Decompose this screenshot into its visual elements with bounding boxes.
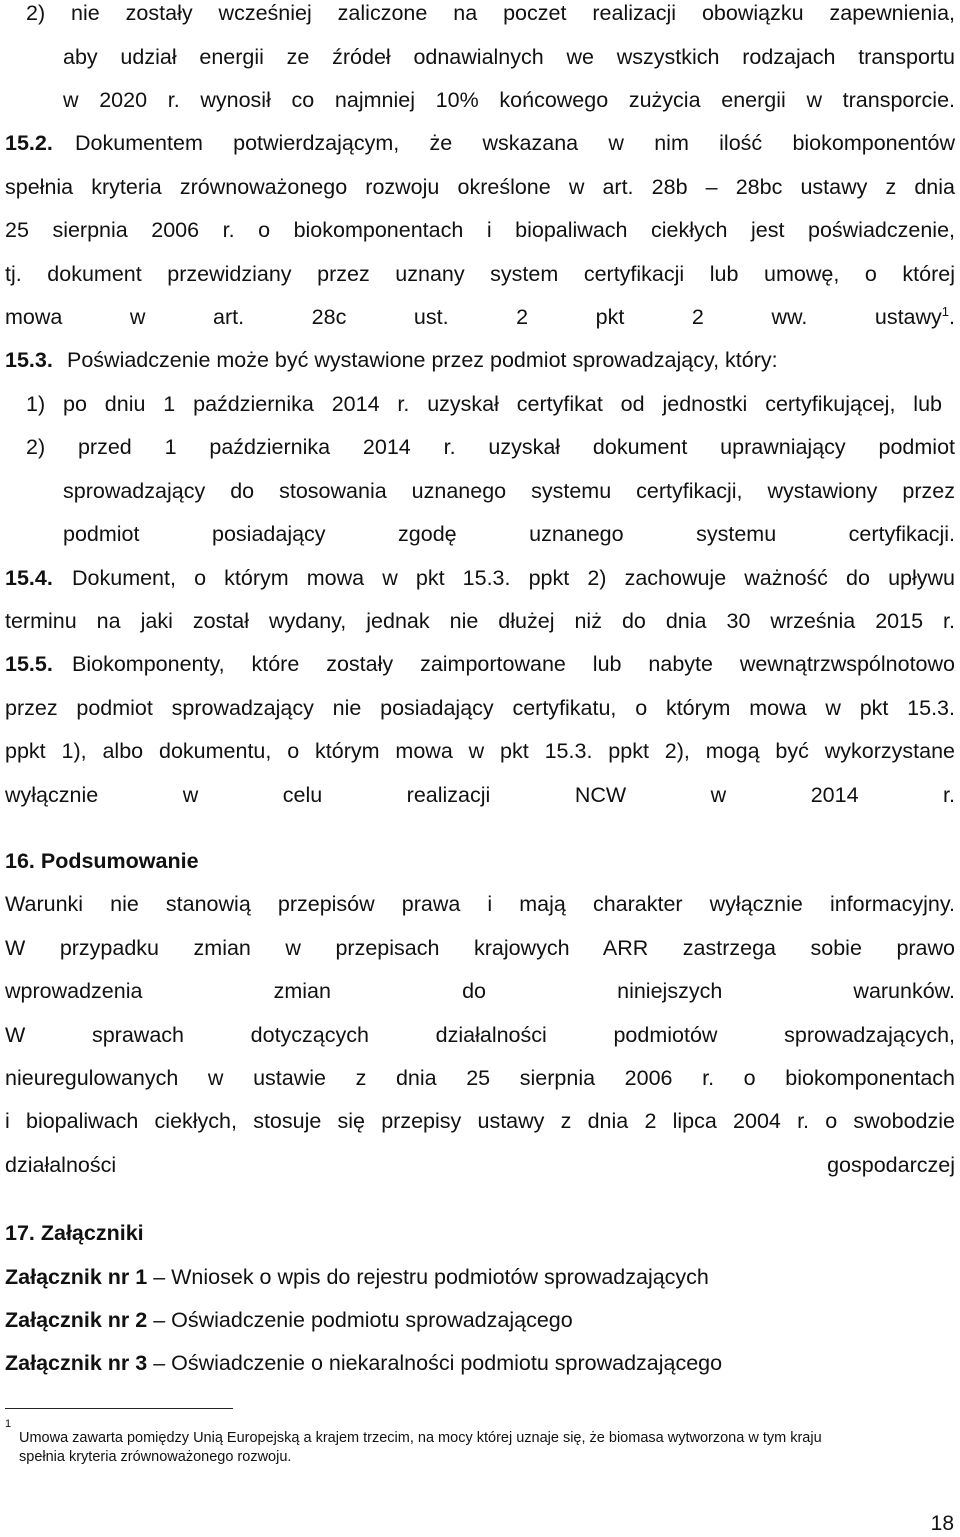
page-number: 18 <box>930 1512 954 1535</box>
text-line: Dokument, o którym mowa w pkt 15.3. ppkt 2) zachowuje ważność do upływu <box>72 566 955 590</box>
attachment-label: Załącznik nr 3 <box>5 1351 148 1375</box>
text-line: nieuregulowanych w ustawie z dnia 25 sierpnia 2006 r. o biokomponentach <box>5 1066 955 1090</box>
point-number <box>5 347 53 373</box>
text-line: przez podmiot sprowadzający nie posiadający certyfikatu, o którym mowa w pkt 15.3. <box>5 696 955 720</box>
text-line: Biokomponenty, które zostały zaimportowane lub nabyte wewnątrzwspólnotowo <box>72 652 955 676</box>
point-number-15-4: 15.4. <box>5 566 53 590</box>
text-line: Warunki nie stanowią przepisów prawa i mają charakter wyłącznie informacyjny. <box>5 892 955 916</box>
attachment-title: Wniosek o wpis do rejestru podmiotów sprowadzających <box>171 1265 709 1289</box>
text-line: 2) nie zostały wcześniej zaliczone na poczet realizacji obowiązku zapewnienia, <box>26 1 955 25</box>
point-number-15-3: 15.3. <box>5 348 53 372</box>
attachment-title: Oświadczenie podmiotu sprowadzającego <box>171 1308 573 1332</box>
attachment-label: Załącznik nr 2 <box>5 1308 148 1332</box>
text-line: Poświadczenie może być wystawione przez podmiot sprowadzający, który: <box>67 348 778 372</box>
text-line: sprowadzający do stosowania uznanego systemu certyfikacji, wystawiony przez <box>63 479 955 503</box>
footnote-separator <box>5 1408 233 1409</box>
text-line: działalności gospodarczej <box>5 1153 955 1177</box>
text-line: podmiot posiadający zgodę uznanego systemu certyfikacji. <box>63 522 955 546</box>
text-line: mowa w art. 28c ust. 2 pkt 2 ww. ustawy <box>5 305 942 329</box>
attachment-title: Oświadczenie o niekaralności podmiotu sprowadzającego <box>171 1351 723 1375</box>
footnote-reference[interactable]: 1 <box>941 304 950 319</box>
text-line: wprowadzenia zmian do niniejszych warunków. <box>5 979 955 1003</box>
text-line: ppkt 1), albo dokumentu, o którym mowa w pkt 15.3. ppkt 2), mogą być wykorzystane <box>5 739 955 763</box>
attachment-dash: – <box>153 1265 166 1289</box>
point-number-15-2: 15.2. <box>5 131 53 155</box>
attachment-label: Załącznik nr 1 <box>5 1265 148 1289</box>
text-line: 1) po dniu 1 października 2014 r. uzyskał certyfikat od jednostki certyfikującej, lub <box>26 392 942 416</box>
attachment-item-2 <box>5 1307 573 1333</box>
text-line: terminu na jaki został wydany, jednak nie dłużej niż do dnia 30 września 2015 r. <box>5 609 955 633</box>
attachment-dash: – <box>153 1351 166 1375</box>
text-line: 2) przed 1 października 2014 r. uzyskał dokument uprawniający podmiot <box>26 435 955 459</box>
text-line-with-footnote <box>5 304 955 330</box>
point-number <box>5 651 53 677</box>
attachment-item-1 <box>5 1264 709 1290</box>
text-line: Dokumentem potwierdzającym, że wskazana w nim ilość biokomponentów <box>75 131 955 155</box>
text-line: w 2020 r. wynosił co najmniej 10% końcowego zużycia energii w transporcie. <box>63 88 955 112</box>
attachment-item-3 <box>5 1350 722 1376</box>
text-line: W sprawach dotyczących działalności podmiotów sprowadzających, <box>5 1023 955 1047</box>
point-number-15-5: 15.5. <box>5 652 53 676</box>
point-number <box>5 565 53 591</box>
text-line: aby udział energii ze źródeł odnawialnych we wszystkich rodzajach transportu <box>63 45 955 69</box>
point-number <box>5 130 53 156</box>
text-line: wyłącznie w celu realizacji NCW w 2014 r. <box>5 783 955 807</box>
text-line: i biopaliwach ciekłych, stosuje się przepisy ustawy z dnia 2 lipca 2004 r. o swobodzie <box>5 1109 955 1133</box>
attachment-dash: – <box>153 1308 166 1332</box>
text-line: W przypadku zmian w przepisach krajowych ARR zastrzega sobie prawo <box>5 936 955 960</box>
text-line: 25 sierpnia 2006 r. o biokomponentach i biopaliwach ciekłych jest poświadczenie, <box>5 218 955 242</box>
sentence-period: . <box>949 305 955 329</box>
text-line: tj. dokument przewidziany przez uznany system certyfikacji lub umowę, o której <box>5 262 955 286</box>
footnote-text-line: spełnia kryteria zrównoważonego rozwoju. <box>19 1449 292 1465</box>
footnote-marker: 1 <box>5 1418 12 1430</box>
section-heading-16: 16. Podsumowanie <box>5 849 199 873</box>
text-line: spełnia kryteria zrównoważonego rozwoju określone w art. 28b – 28bc ustawy z dnia <box>5 175 955 199</box>
section-heading-17: 17. Załączniki <box>5 1221 144 1245</box>
footnote-text-line: Umowa zawarta pomiędzy Unią Europejską a krajem trzecim, na mocy której uznaje się, że biomasa wytworzona w tym kraju <box>19 1430 822 1446</box>
